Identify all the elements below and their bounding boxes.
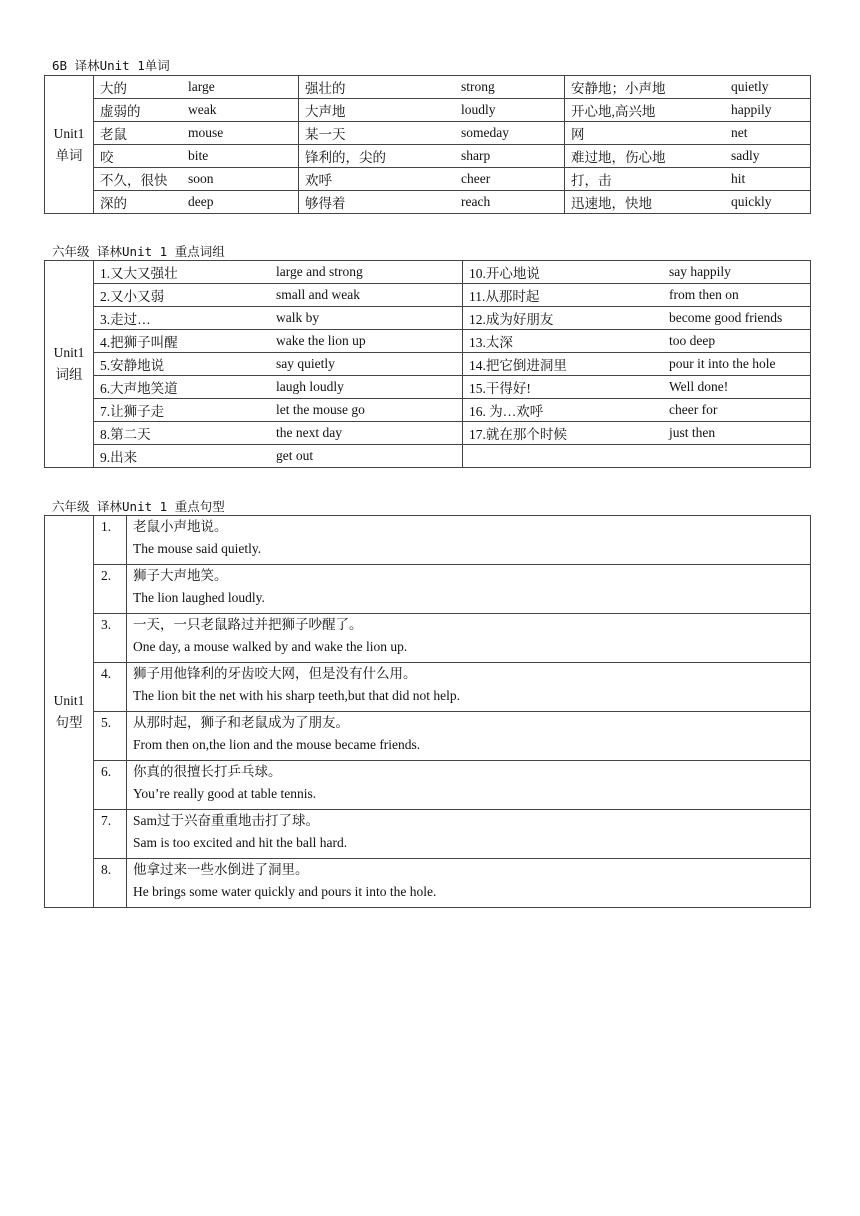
unit-label: Unit1 (53, 345, 85, 360)
sentence-row (45, 663, 811, 712)
phrase-row (45, 422, 811, 445)
sentence-english: From then on,the lion and the mouse became friends. (133, 737, 421, 752)
vocab-title: 6B 译林Unit 1单词 (52, 58, 170, 73)
word-english: deep (188, 194, 214, 209)
sentences-unit-cell (45, 516, 94, 908)
sentence-english: The lion bit the net with his sharp teeth,but that did not help. (133, 688, 460, 703)
vocab-cell (299, 168, 565, 191)
phrase-cell (463, 353, 811, 376)
sentence-cell (127, 712, 811, 761)
sentence-cell (127, 810, 811, 859)
sentence-cell (127, 663, 811, 712)
sentence-row (45, 810, 811, 859)
phrase-row (45, 399, 811, 422)
word-chinese: 深的 (100, 196, 127, 211)
vocab-row (45, 168, 811, 191)
sentence-chinese: 狮子用他锋利的牙齿咬大网，但是没有什么用。 (133, 666, 417, 681)
word-english: quietly (731, 79, 769, 94)
sentence-chinese: 狮子大声地笑。 (133, 568, 228, 583)
sentence-cell (127, 761, 811, 810)
sentence-english: The lion laughed loudly. (133, 590, 265, 605)
phrase-english: say quietly (276, 356, 335, 371)
phrase-chinese: 12.成为好朋友 (469, 312, 554, 327)
unit-label: Unit1 (53, 692, 85, 708)
word-chinese: 难过地，伤心地 (571, 150, 666, 165)
phrase-row (45, 284, 811, 307)
vocab-cell (565, 122, 811, 145)
phrase-chinese: 5.安静地说 (100, 358, 165, 373)
phrase-row (45, 353, 811, 376)
phrase-row (45, 445, 811, 468)
vocab-cell (299, 99, 565, 122)
sentence-english: The mouse said quietly. (133, 541, 262, 556)
sentence-number: 6. (94, 761, 127, 810)
word-english: happily (731, 102, 772, 117)
unit-category: 单词 (55, 147, 83, 163)
sentence-chinese: 他拿过来一些水倒进了洞里。 (133, 862, 309, 877)
sentences-title: 六年级 译林Unit 1 重点句型 (52, 499, 225, 514)
phrase-english: small and weak (276, 287, 360, 302)
phrase-cell (94, 330, 463, 353)
phrase-english: the next day (276, 425, 342, 440)
phrase-cell (463, 445, 811, 468)
word-english: hit (731, 171, 746, 186)
phrase-chinese: 10.开心地说 (469, 266, 540, 281)
phrase-english: say happily (669, 264, 731, 279)
word-chinese: 迅速地，快地 (571, 196, 652, 211)
word-chinese: 打，击 (571, 173, 612, 188)
phrase-row (45, 261, 811, 284)
word-english: mouse (188, 125, 224, 140)
phrase-english: wake the lion up (276, 333, 366, 348)
sentence-chinese: 你真的很擅长打乒乓球。 (133, 764, 282, 779)
sentence-number: 8. (94, 859, 127, 908)
sentence-english: One day, a mouse walked by and wake the lion up. (133, 639, 408, 654)
sentence-number: 2. (94, 565, 127, 614)
phrase-chinese: 14.把它倒进洞里 (469, 358, 567, 373)
vocab-cell (94, 168, 299, 191)
phrases-title: 六年级 译林Unit 1 重点词组 (52, 244, 225, 259)
phrase-english: just then (669, 425, 716, 440)
phrase-cell (463, 330, 811, 353)
phrase-row (45, 330, 811, 353)
phrase-chinese: 15.干得好! (469, 381, 531, 396)
vocab-cell (565, 76, 811, 99)
phrase-english: become good friends (669, 310, 783, 325)
phrase-english: laugh loudly (276, 379, 344, 394)
vocab-cell (299, 145, 565, 168)
word-english: net (731, 125, 748, 140)
phrase-cell (463, 422, 811, 445)
unit-category: 词组 (55, 367, 83, 382)
sentence-english: You’re really good at table tennis. (133, 786, 317, 801)
word-english: sharp (461, 148, 491, 163)
sentence-chinese: 从那时起，狮子和老鼠成为了朋友。 (133, 715, 349, 730)
sentence-cell (127, 516, 811, 565)
phrase-cell (94, 307, 463, 330)
word-chinese: 不久，很快 (100, 173, 168, 188)
vocab-table (44, 75, 811, 214)
phrase-cell (463, 399, 811, 422)
sentence-number: 3. (94, 614, 127, 663)
phrase-chinese: 16. 为…欢呼 (469, 404, 544, 419)
phrase-english: walk by (276, 310, 320, 325)
phrase-cell (463, 376, 811, 399)
phrase-row (45, 376, 811, 399)
vocab-cell (94, 191, 299, 214)
word-chinese: 安静地；小声地 (571, 81, 666, 96)
sentence-row (45, 859, 811, 908)
phrase-cell (94, 284, 463, 307)
vocab-cell (565, 99, 811, 122)
sentence-english: He brings some water quickly and pours it into the hole. (133, 884, 437, 899)
sentence-chinese: 一天，一只老鼠路过并把狮子吵醒了。 (133, 617, 363, 632)
vocab-row (45, 76, 811, 99)
phrase-cell (94, 445, 463, 468)
phrase-cell (463, 284, 811, 307)
phrase-chinese: 4.把狮子叫醒 (100, 335, 178, 350)
word-english: strong (461, 79, 495, 94)
word-chinese: 大的 (100, 81, 127, 96)
sentence-row (45, 761, 811, 810)
sentence-row (45, 712, 811, 761)
word-chinese: 开心地,高兴地 (571, 104, 656, 119)
word-english: bite (188, 148, 209, 163)
sentences-table (44, 515, 811, 908)
sentence-cell (127, 565, 811, 614)
sentence-row (45, 614, 811, 663)
phrase-chinese: 3.走过… (100, 312, 151, 327)
sentence-number: 4. (94, 663, 127, 712)
vocab-cell (94, 99, 299, 122)
word-english: sadly (731, 148, 760, 163)
phrase-chinese: 6.大声地笑道 (100, 381, 178, 396)
phrase-chinese: 2.又小又弱 (100, 289, 165, 304)
phrase-chinese: 13.太深 (469, 335, 513, 350)
vocab-row (45, 122, 811, 145)
word-chinese: 够得着 (305, 196, 346, 211)
word-english: large (188, 79, 215, 94)
vocab-cell (299, 191, 565, 214)
sentence-number: 5. (94, 712, 127, 761)
phrase-cell (94, 353, 463, 376)
word-chinese: 某一天 (305, 127, 346, 142)
sentence-number: 1. (94, 516, 127, 565)
unit-category: 句型 (55, 714, 83, 730)
word-chinese: 大声地 (305, 104, 346, 119)
phrase-cell (463, 307, 811, 330)
phrases-unit-cell (45, 261, 94, 468)
vocab-unit-cell (45, 76, 94, 214)
phrases-table (44, 260, 811, 468)
phrase-chinese: 1.又大又强壮 (100, 266, 178, 281)
vocab-cell (94, 76, 299, 99)
phrase-row (45, 307, 811, 330)
vocab-cell (94, 122, 299, 145)
sentence-chinese: 老鼠小声地说。 (133, 519, 228, 534)
sentence-cell (127, 859, 811, 908)
phrase-cell (94, 376, 463, 399)
sentence-row (45, 516, 811, 565)
word-english: soon (188, 171, 214, 186)
sentence-chinese: Sam过于兴奋重重地击打了球。 (133, 813, 320, 828)
word-english: someday (461, 125, 509, 140)
phrase-english: get out (276, 448, 314, 463)
vocab-cell (565, 191, 811, 214)
vocab-cell (565, 145, 811, 168)
phrase-cell (94, 422, 463, 445)
phrase-english: Well done! (669, 379, 729, 394)
phrase-cell (94, 261, 463, 284)
sentence-cell (127, 614, 811, 663)
vocab-cell (565, 168, 811, 191)
phrase-chinese: 9.出来 (100, 450, 138, 465)
vocab-cell (94, 145, 299, 168)
vocab-cell (299, 122, 565, 145)
vocab-row (45, 191, 811, 214)
word-chinese: 老鼠 (100, 127, 127, 142)
vocab-row (45, 145, 811, 168)
sentence-english: Sam is too excited and hit the ball hard. (133, 835, 348, 850)
word-chinese: 虚弱的 (100, 104, 141, 119)
phrase-english: from then on (669, 287, 739, 302)
word-english: quickly (731, 194, 772, 209)
word-chinese: 强壮的 (305, 81, 346, 96)
word-chinese: 欢呼 (305, 173, 332, 188)
word-english: weak (188, 102, 217, 117)
word-english: reach (461, 194, 491, 209)
phrase-english: cheer for (669, 402, 718, 417)
vocab-row (45, 99, 811, 122)
word-english: cheer (461, 171, 491, 186)
phrase-english: too deep (669, 333, 716, 348)
phrase-chinese: 7.让狮子走 (100, 404, 165, 419)
phrase-english: let the mouse go (276, 402, 365, 417)
phrase-chinese: 17.就在那个时候 (469, 427, 567, 442)
phrase-cell (463, 261, 811, 284)
phrase-chinese: 8.第二天 (100, 427, 151, 442)
word-chinese: 锋利的，尖的 (305, 150, 386, 165)
phrase-english: large and strong (276, 264, 363, 279)
vocab-cell (299, 76, 565, 99)
word-chinese: 咬 (100, 150, 114, 165)
sentence-number: 7. (94, 810, 127, 859)
phrase-chinese: 11.从那时起 (469, 289, 540, 304)
phrase-cell (94, 399, 463, 422)
word-english: loudly (461, 102, 496, 117)
unit-label: Unit1 (53, 125, 85, 141)
word-chinese: 网 (571, 127, 585, 142)
sentence-row (45, 565, 811, 614)
phrase-english: pour it into the hole (669, 356, 776, 371)
